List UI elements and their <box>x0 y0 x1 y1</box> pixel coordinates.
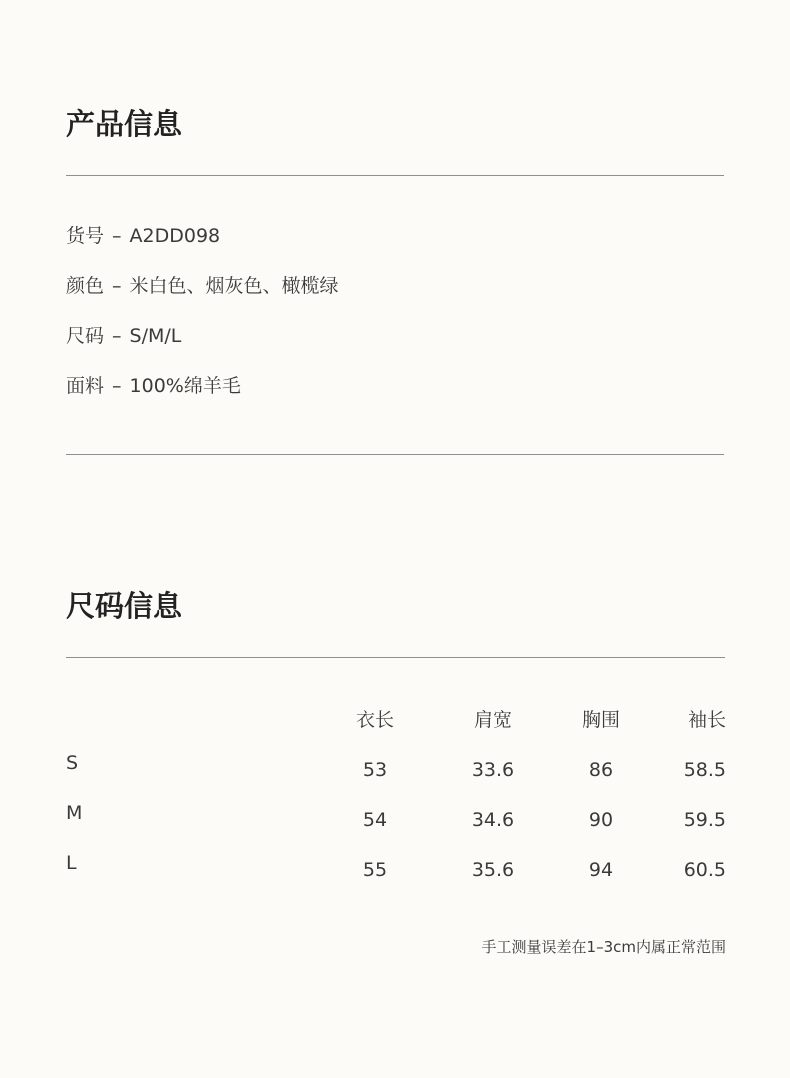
column-header: 袖长 <box>687 709 726 731</box>
product-info-list <box>66 222 339 422</box>
size-info-divider <box>66 657 725 658</box>
table-cell: 54 <box>362 809 388 831</box>
table-cell: 86 <box>588 759 614 781</box>
table-cell: 90 <box>588 809 614 831</box>
info-value: 100%绵羊毛 <box>129 375 241 397</box>
table-row <box>66 801 726 851</box>
table-cell: 60.5 <box>683 859 726 881</box>
info-label: 面料 <box>66 375 105 397</box>
info-label: 尺码 <box>66 325 105 347</box>
column-header: 胸围 <box>581 709 620 731</box>
table-cell: 34.6 <box>471 809 515 831</box>
table-cell: 58.5 <box>683 759 726 781</box>
size-label: L <box>66 852 77 874</box>
size-info-title: 尺码信息 <box>66 589 183 623</box>
info-row-item-number <box>66 222 339 272</box>
table-cell: 33.6 <box>471 759 515 781</box>
product-info-title: 产品信息 <box>66 107 183 141</box>
info-row-color <box>66 272 339 322</box>
info-label: 颜色 <box>66 275 105 297</box>
table-row <box>66 851 726 901</box>
info-value: 米白色、烟灰色、橄榄绿 <box>129 275 339 297</box>
table-cell: 55 <box>362 859 388 881</box>
info-separator: – <box>112 225 122 247</box>
size-table-header-row <box>66 701 726 751</box>
table-cell: 94 <box>588 859 614 881</box>
size-table <box>66 701 726 901</box>
info-value: S/M/L <box>129 325 182 347</box>
info-separator: – <box>112 325 122 347</box>
column-header: 衣长 <box>355 709 394 731</box>
table-cell: 59.5 <box>683 809 726 831</box>
size-table-corner <box>66 701 336 751</box>
info-label: 货号 <box>66 225 105 247</box>
table-cell: 35.6 <box>471 859 515 881</box>
size-label: M <box>66 802 83 824</box>
info-row-size <box>66 322 339 372</box>
info-value: A2DD098 <box>129 225 221 247</box>
measurement-note: 手工测量误差在1–3cm内属正常范围 <box>481 938 726 956</box>
info-separator: – <box>112 375 122 397</box>
table-cell: 53 <box>362 759 388 781</box>
info-separator: – <box>112 275 122 297</box>
product-info-top-divider <box>66 175 724 176</box>
product-info-bottom-divider <box>66 454 724 455</box>
table-row <box>66 751 726 801</box>
column-header: 肩宽 <box>473 709 512 731</box>
info-row-fabric <box>66 372 339 422</box>
size-label: S <box>66 752 79 774</box>
